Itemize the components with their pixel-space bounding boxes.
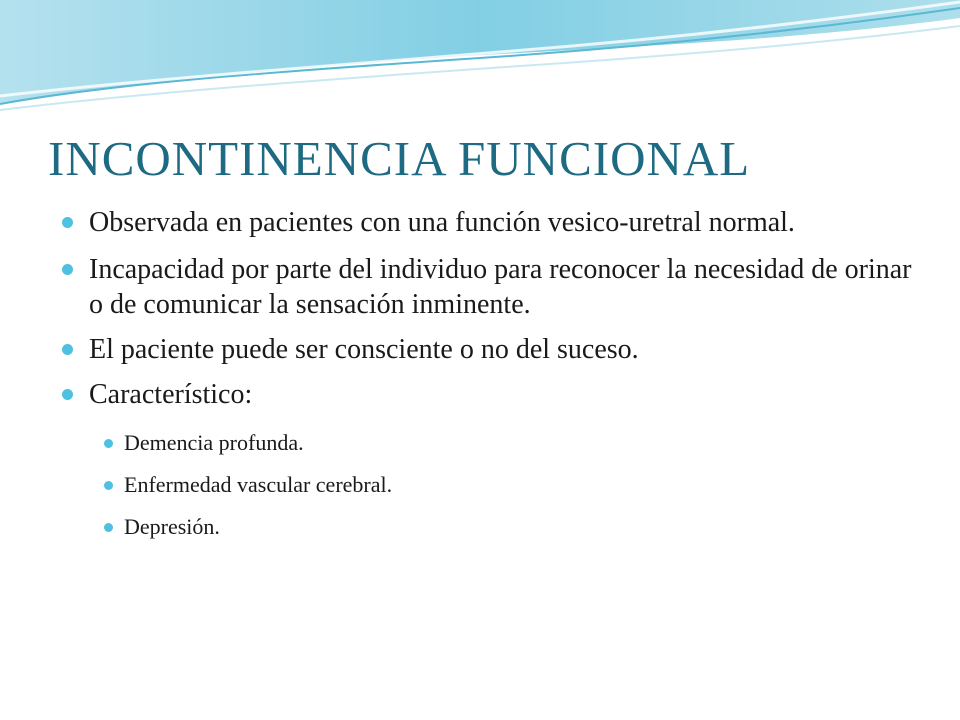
bullet-item (62, 252, 932, 322)
bullet-text: Observada en pacientes con una función vesico-uretral normal. (89, 207, 795, 238)
bullet-dot-icon (62, 389, 73, 400)
bullet-item (62, 377, 932, 412)
bullet-list (62, 205, 932, 556)
bullet-dot-icon (62, 217, 73, 228)
sub-bullet-dot-icon (104, 439, 113, 448)
sub-bullet-text: Enfermedad vascular cerebral. (124, 472, 393, 497)
sub-bullet-item (104, 430, 932, 456)
bullet-item (62, 205, 932, 240)
bullet-item (62, 332, 932, 367)
sub-bullet-item (104, 472, 932, 498)
slide-title: INCONTINENCIA FUNCIONAL (48, 131, 751, 186)
bullet-text: Característico: (89, 379, 253, 410)
sub-bullet-text: Depresión. (124, 514, 220, 539)
header-wave-decoration (0, 0, 960, 120)
bullet-dot-icon (62, 344, 73, 355)
bullet-dot-icon (62, 264, 73, 275)
sub-bullet-dot-icon (104, 523, 113, 532)
sub-bullet-item (104, 514, 932, 540)
bullet-text: Incapacidad por parte del individuo para reconocer la necesidad de orinar o de comunicar la sensación inminente. (89, 254, 912, 320)
bullet-text: El paciente puede ser consciente o no del suceso. (89, 334, 639, 365)
sub-bullet-text: Demencia profunda. (124, 430, 304, 455)
sub-bullet-dot-icon (104, 481, 113, 490)
